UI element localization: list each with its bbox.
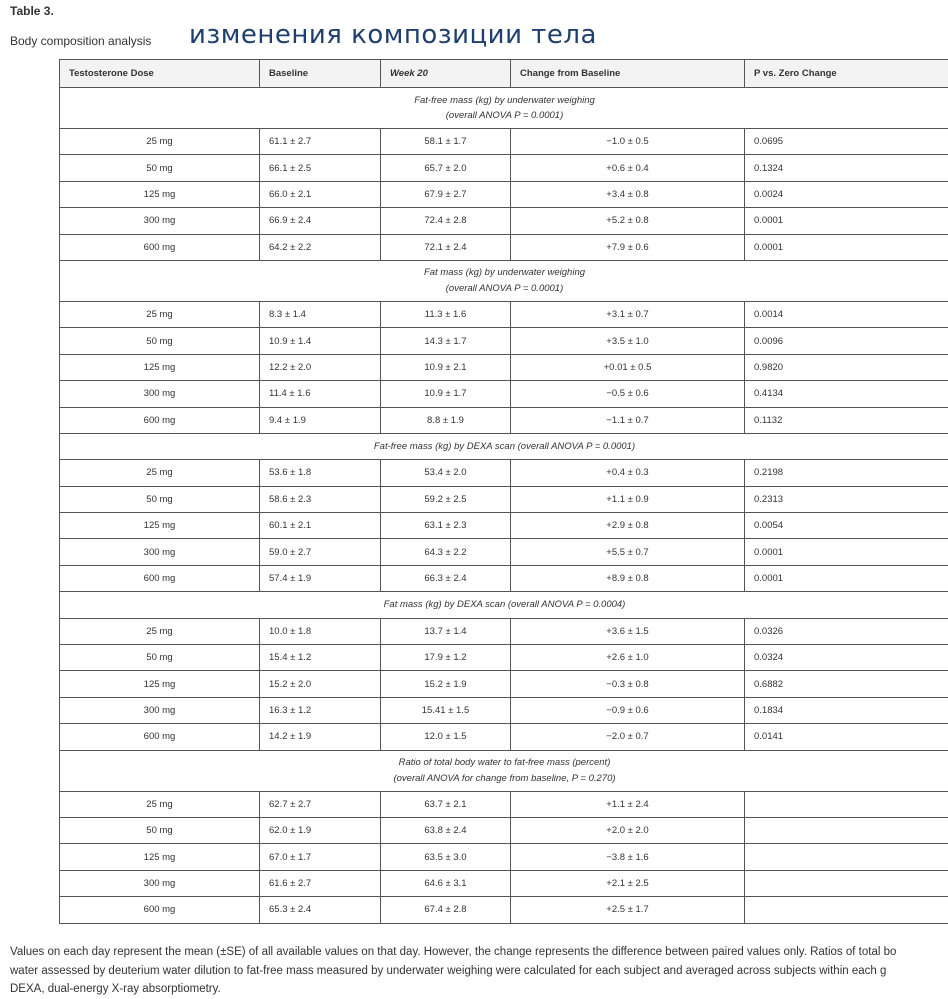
table-label: Table 3. (10, 4, 54, 18)
column-header-baseline: Baseline (260, 60, 381, 88)
change-cell: +5.5 ± 0.7 (511, 539, 745, 565)
change-cell: +3.5 ± 1.0 (511, 328, 745, 354)
baseline-cell: 59.0 ± 2.7 (260, 539, 381, 565)
dose-cell: 125 mg (60, 354, 260, 380)
table-row (60, 513, 948, 539)
change-cell: +2.0 ± 2.0 (511, 817, 745, 843)
table-row (60, 354, 948, 380)
baseline-cell: 14.2 ± 1.9 (260, 724, 381, 750)
baseline-cell: 64.2 ± 2.2 (260, 234, 381, 260)
dose-cell: 25 mg (60, 791, 260, 817)
baseline-cell: 62.0 ± 1.9 (260, 817, 381, 843)
section-title-line: Ratio of total body water to fat-free mass (percent) (66, 755, 943, 771)
week20-cell: 65.7 ± 2.0 (381, 155, 511, 181)
dose-cell: 50 mg (60, 817, 260, 843)
dose-cell: 600 mg (60, 234, 260, 260)
change-cell: −2.0 ± 0.7 (511, 724, 745, 750)
week20-cell: 67.4 ± 2.8 (381, 897, 511, 923)
p-value-cell (745, 817, 948, 843)
dose-cell: 600 mg (60, 724, 260, 750)
week20-cell: 17.9 ± 1.2 (381, 645, 511, 671)
p-value-cell: 0.0001 (745, 234, 948, 260)
dose-cell: 125 mg (60, 671, 260, 697)
p-value-cell: 0.0001 (745, 539, 948, 565)
week20-cell: 10.9 ± 1.7 (381, 381, 511, 407)
dose-cell: 600 mg (60, 407, 260, 433)
week20-cell: 63.1 ± 2.3 (381, 513, 511, 539)
week20-cell: 53.4 ± 2.0 (381, 460, 511, 486)
section-header-row (60, 750, 948, 791)
change-cell: +7.9 ± 0.6 (511, 234, 745, 260)
baseline-cell: 61.6 ± 2.7 (260, 870, 381, 896)
table-row (60, 328, 948, 354)
footnote-line: water assessed by deuterium water dilution to fat-free mass measured by underwater weighing were calculated for each subject and averaged across subjects within each g (10, 962, 948, 981)
p-value-cell: 0.1132 (745, 407, 948, 433)
table-row (60, 724, 948, 750)
dose-cell: 300 mg (60, 539, 260, 565)
p-value-cell: 0.1834 (745, 697, 948, 723)
table-row (60, 208, 948, 234)
dose-cell: 125 mg (60, 181, 260, 207)
section-header-row (60, 433, 948, 459)
baseline-cell: 9.4 ± 1.9 (260, 407, 381, 433)
table-body (60, 88, 948, 924)
p-value-cell: 0.0024 (745, 181, 948, 207)
column-header-p-value: P vs. Zero Change (745, 60, 948, 88)
section-title (60, 592, 948, 618)
week20-cell: 67.9 ± 2.7 (381, 181, 511, 207)
section-title-line: Fat-free mass (kg) by underwater weighing (66, 93, 943, 109)
table-row (60, 234, 948, 260)
dose-cell: 300 mg (60, 381, 260, 407)
p-value-cell: 0.0326 (745, 618, 948, 644)
dose-cell: 50 mg (60, 155, 260, 181)
baseline-cell: 10.9 ± 1.4 (260, 328, 381, 354)
p-value-cell: 0.6882 (745, 671, 948, 697)
week20-cell: 64.6 ± 3.1 (381, 870, 511, 896)
section-header-row (60, 260, 948, 301)
column-header-week20: Week 20 (381, 60, 511, 88)
table-row (60, 181, 948, 207)
baseline-cell: 61.1 ± 2.7 (260, 129, 381, 155)
change-cell: +2.9 ± 0.8 (511, 513, 745, 539)
p-value-cell: 0.0001 (745, 208, 948, 234)
baseline-cell: 10.0 ± 1.8 (260, 618, 381, 644)
table-row (60, 539, 948, 565)
p-value-cell (745, 791, 948, 817)
change-cell: +2.5 ± 1.7 (511, 897, 745, 923)
week20-cell: 63.7 ± 2.1 (381, 791, 511, 817)
table-row (60, 129, 948, 155)
table-row (60, 486, 948, 512)
section-title-line: (overall ANOVA P = 0.0001) (66, 108, 943, 124)
p-value-cell: 0.0141 (745, 724, 948, 750)
dose-cell: 25 mg (60, 618, 260, 644)
p-value-cell: 0.4134 (745, 381, 948, 407)
russian-heading: изменения композиции тела (189, 20, 597, 50)
section-header-row (60, 88, 948, 129)
table-row (60, 301, 948, 327)
p-value-cell: 0.0096 (745, 328, 948, 354)
dose-cell: 300 mg (60, 697, 260, 723)
dose-cell: 300 mg (60, 208, 260, 234)
section-title (60, 88, 948, 129)
change-cell: +1.1 ± 2.4 (511, 791, 745, 817)
change-cell: +5.2 ± 0.8 (511, 208, 745, 234)
week20-cell: 13.7 ± 1.4 (381, 618, 511, 644)
week20-cell: 63.8 ± 2.4 (381, 817, 511, 843)
table-caption: Body composition analysis (10, 34, 151, 48)
change-cell: +2.6 ± 1.0 (511, 645, 745, 671)
section-title (60, 433, 948, 459)
table-row (60, 844, 948, 870)
baseline-cell: 11.4 ± 1.6 (260, 381, 381, 407)
table-row (60, 645, 948, 671)
change-cell: +0.6 ± 0.4 (511, 155, 745, 181)
dose-cell: 600 mg (60, 897, 260, 923)
section-title-line: (overall ANOVA for change from baseline, P = 0.270) (66, 771, 943, 787)
section-title-line: (overall ANOVA P = 0.0001) (66, 281, 943, 297)
table-row (60, 565, 948, 591)
section-title (60, 750, 948, 791)
p-value-cell: 0.2198 (745, 460, 948, 486)
change-cell: +8.9 ± 0.8 (511, 565, 745, 591)
baseline-cell: 66.9 ± 2.4 (260, 208, 381, 234)
dose-cell: 125 mg (60, 844, 260, 870)
p-value-cell: 0.0324 (745, 645, 948, 671)
change-cell: −0.5 ± 0.6 (511, 381, 745, 407)
change-cell: +2.1 ± 2.5 (511, 870, 745, 896)
baseline-cell: 60.1 ± 2.1 (260, 513, 381, 539)
p-value-cell: 0.1324 (745, 155, 948, 181)
baseline-cell: 15.4 ± 1.2 (260, 645, 381, 671)
column-header-dose: Testosterone Dose (60, 60, 260, 88)
week20-cell: 15.2 ± 1.9 (381, 671, 511, 697)
dose-cell: 600 mg (60, 565, 260, 591)
baseline-cell: 53.6 ± 1.8 (260, 460, 381, 486)
table-row (60, 407, 948, 433)
baseline-cell: 66.1 ± 2.5 (260, 155, 381, 181)
week20-cell: 11.3 ± 1.6 (381, 301, 511, 327)
change-cell: +0.4 ± 0.3 (511, 460, 745, 486)
baseline-cell: 8.3 ± 1.4 (260, 301, 381, 327)
table-header-row (60, 60, 948, 88)
table-row (60, 697, 948, 723)
change-cell: −3.8 ± 1.6 (511, 844, 745, 870)
dose-cell: 50 mg (60, 645, 260, 671)
week20-cell: 14.3 ± 1.7 (381, 328, 511, 354)
baseline-cell: 66.0 ± 2.1 (260, 181, 381, 207)
dose-cell: 25 mg (60, 301, 260, 327)
section-title-line: Fat mass (kg) by underwater weighing (66, 265, 943, 281)
table-row (60, 791, 948, 817)
week20-cell: 72.4 ± 2.8 (381, 208, 511, 234)
p-value-cell (745, 870, 948, 896)
week20-cell: 12.0 ± 1.5 (381, 724, 511, 750)
baseline-cell: 62.7 ± 2.7 (260, 791, 381, 817)
section-title-line: Fat-free mass (kg) by DEXA scan (overall ANOVA P = 0.0001) (66, 439, 943, 455)
change-cell: −1.1 ± 0.7 (511, 407, 745, 433)
week20-cell: 15.41 ± 1.5 (381, 697, 511, 723)
week20-cell: 72.1 ± 2.4 (381, 234, 511, 260)
table-row (60, 817, 948, 843)
change-cell: −1.0 ± 0.5 (511, 129, 745, 155)
week20-cell: 8.8 ± 1.9 (381, 407, 511, 433)
table-row (60, 155, 948, 181)
p-value-cell (745, 897, 948, 923)
dose-cell: 50 mg (60, 486, 260, 512)
footnote-line: Values on each day represent the mean (±SE) of all available values on that day. However, the change represents the difference between paired values only. Ratios of total bo (10, 943, 948, 962)
week20-cell: 59.2 ± 2.5 (381, 486, 511, 512)
baseline-cell: 67.0 ± 1.7 (260, 844, 381, 870)
change-cell: −0.3 ± 0.8 (511, 671, 745, 697)
footnote-line: DEXA, dual-energy X-ray absorptiometry. (10, 980, 948, 999)
p-value-cell: 0.0001 (745, 565, 948, 591)
p-value-cell (745, 844, 948, 870)
section-title (60, 260, 948, 301)
dose-cell: 300 mg (60, 870, 260, 896)
dose-cell: 25 mg (60, 460, 260, 486)
p-value-cell: 0.0054 (745, 513, 948, 539)
p-value-cell: 0.0014 (745, 301, 948, 327)
table-row (60, 897, 948, 923)
baseline-cell: 58.6 ± 2.3 (260, 486, 381, 512)
p-value-cell: 0.2313 (745, 486, 948, 512)
body-composition-table (59, 59, 948, 924)
week20-cell: 64.3 ± 2.2 (381, 539, 511, 565)
table-footnote (10, 943, 948, 999)
p-value-cell: 0.0695 (745, 129, 948, 155)
baseline-cell: 15.2 ± 2.0 (260, 671, 381, 697)
table-row (60, 618, 948, 644)
change-cell: +3.4 ± 0.8 (511, 181, 745, 207)
dose-cell: 25 mg (60, 129, 260, 155)
section-header-row (60, 592, 948, 618)
week20-cell: 66.3 ± 2.4 (381, 565, 511, 591)
week20-cell: 10.9 ± 2.1 (381, 354, 511, 380)
p-value-cell: 0.9820 (745, 354, 948, 380)
column-header-change: Change from Baseline (511, 60, 745, 88)
baseline-cell: 16.3 ± 1.2 (260, 697, 381, 723)
dose-cell: 50 mg (60, 328, 260, 354)
baseline-cell: 65.3 ± 2.4 (260, 897, 381, 923)
dose-cell: 125 mg (60, 513, 260, 539)
change-cell: −0.9 ± 0.6 (511, 697, 745, 723)
week20-cell: 58.1 ± 1.7 (381, 129, 511, 155)
table-row (60, 381, 948, 407)
change-cell: +1.1 ± 0.9 (511, 486, 745, 512)
table-row (60, 460, 948, 486)
change-cell: +3.6 ± 1.5 (511, 618, 745, 644)
table-row (60, 671, 948, 697)
baseline-cell: 57.4 ± 1.9 (260, 565, 381, 591)
baseline-cell: 12.2 ± 2.0 (260, 354, 381, 380)
week20-cell: 63.5 ± 3.0 (381, 844, 511, 870)
change-cell: +0.01 ± 0.5 (511, 354, 745, 380)
table-row (60, 870, 948, 896)
section-title-line: Fat mass (kg) by DEXA scan (overall ANOVA P = 0.0004) (66, 597, 943, 613)
change-cell: +3.1 ± 0.7 (511, 301, 745, 327)
